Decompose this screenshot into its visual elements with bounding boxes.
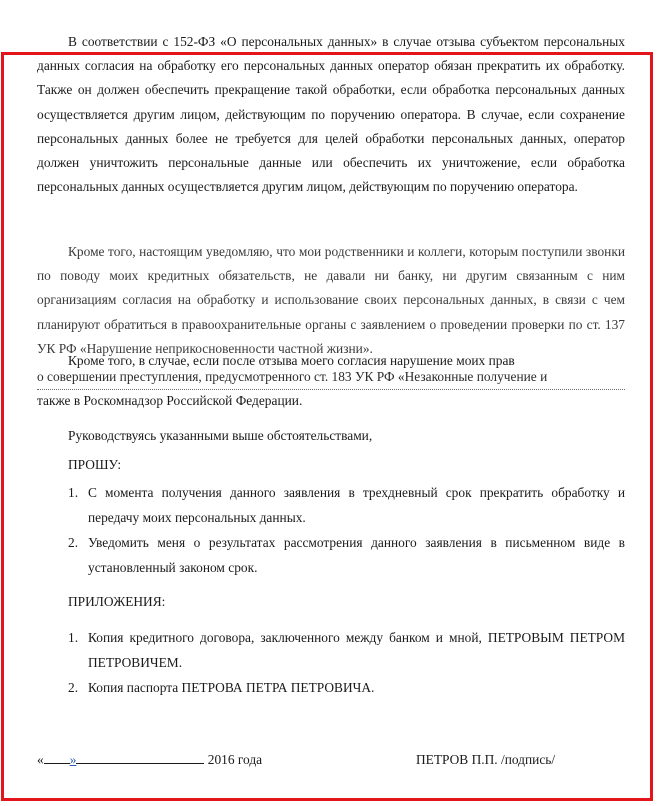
- list-item-number: 1.: [68, 630, 79, 645]
- list-item-number: 1.: [68, 485, 79, 500]
- attachments-list: [68, 625, 625, 700]
- request-heading: ПРОШУ:: [68, 457, 122, 472]
- attachments-heading: ПРИЛОЖЕНИЯ:: [68, 594, 166, 609]
- list-item: [68, 530, 625, 580]
- paragraph-relatives-consent: Кроме того, настоящим уведомляю, что мои родственники и коллеги, которым поступили звонки по поводу моих кредитных обязательств, не давали ни банку, ни другим связанным с ним организациям согласия на обработку и использование своих персональных данных, в связи с чем планируют обратиться в правоохранительные органы с заявлением о проведении проверки по ст. 137 УК РФ «Нарушение неприкосновенности частной жизни».: [37, 244, 625, 356]
- list-item-number: 2.: [68, 680, 79, 695]
- guided-by-text: Руководствуясь указанными выше обстоятельствами,: [68, 428, 373, 443]
- date-open-quote: «: [37, 752, 44, 767]
- paragraph-rights-violation-line3: также в Роскомнадзор Российской Федерации.: [37, 393, 303, 408]
- list-item-text: Уведомить меня о результатах рассмотрения данного заявления в письменном виде в установленный законом срок.: [88, 535, 625, 575]
- list-item: [68, 480, 625, 530]
- request-list: [68, 480, 625, 580]
- list-item: [68, 675, 625, 700]
- date-close-quote: »: [69, 752, 77, 767]
- paragraph-personal-data-law: В соответствии с 152-ФЗ «О персональных данных» в случае отзыва субъектом персональных данных согласия на обработку его персональных данных оператор обязан прекратить их обработку. Также он должен обеспечить прекращение такой обработки, если обработка персональных данных осуществляется другим лицом, действующим по поручению оператора. В случае, если сохранение персональных данных более не требуется для целей обработки персональных данных, оператор должен уничтожить персональные данные или обеспечить их уничтожение, если обработка персональных данных осуществляется другим лицом, действующим по поручению оператора.: [37, 34, 625, 195]
- signature-date: [37, 749, 262, 771]
- list-item-text: С момента получения данного заявления в трехдневный срок прекратить обработку и передачу моих персональных данных.: [88, 485, 625, 525]
- list-item-text: Копия паспорта ПЕТРОВА ПЕТРА ПЕТРОВИЧА.: [88, 680, 375, 695]
- year-text: 2016 года: [207, 752, 263, 767]
- paragraph-rights-violation-lead: Кроме того, в случае, если после отзыва моего согласия нарушение моих прав: [68, 353, 515, 368]
- signer-name: ПЕТРОВ П.П. /подпись/: [416, 752, 556, 767]
- paragraph-rights-violation-line2: о совершении преступления, предусмотренного ст. 183 УК РФ «Незаконные получение и: [37, 365, 625, 390]
- list-item: [68, 625, 625, 675]
- list-item-text: Копия кредитного договора, заключенного между банком и мной, ПЕТРОВЫМ ПЕТРОМ ПЕТРОВИЧЕМ.: [88, 630, 625, 670]
- day-blank[interactable]: [44, 749, 70, 764]
- month-blank[interactable]: [76, 749, 204, 764]
- list-item-number: 2.: [68, 535, 79, 550]
